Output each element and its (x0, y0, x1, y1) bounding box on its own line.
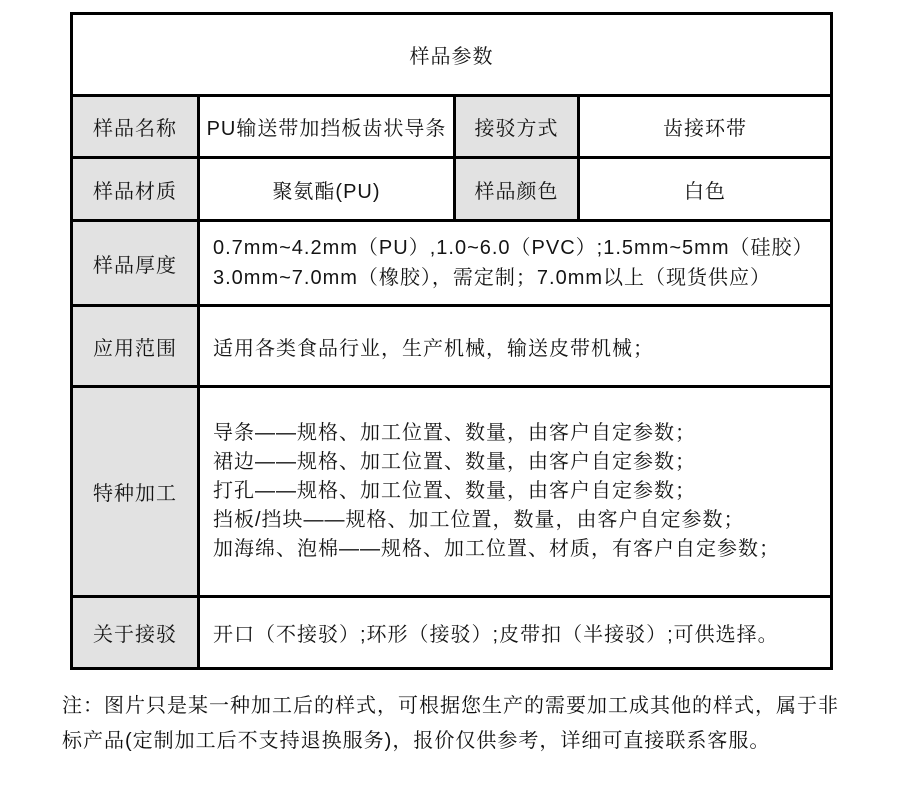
value-material: 聚氨酯(PU) (199, 158, 455, 221)
table-row (72, 158, 832, 221)
label-thickness: 样品厚度 (72, 221, 199, 306)
value-application: 适用各类食品行业，生产机械，输送皮带机械； (199, 306, 832, 387)
special-line-5: 加海绵、泡棉——规格、加工位置、材质，有客户自定参数； (213, 538, 780, 560)
label-special-processing: 特种加工 (72, 387, 199, 597)
label-application: 应用范围 (72, 306, 199, 387)
value-sample-name: PU输送带加挡板齿状导条 (199, 96, 455, 158)
special-line-4: 挡板/挡块——规格、加工位置，数量，由客户自定参数； (213, 509, 745, 531)
thickness-line-1: 0.7mm~4.2mm（PU）,1.0~6.0（PVC）;1.5mm~5mm（硅胶） (213, 237, 814, 259)
value-thickness (199, 221, 832, 306)
table-row (72, 306, 832, 387)
label-about-joint: 关于接驳 (72, 597, 199, 669)
footnote-line-2: 标产品(定制加工后不支持退换服务)，报价仅供参考，详细可直接联系客服。 (62, 730, 771, 752)
value-special-processing (199, 387, 832, 597)
table-row (72, 221, 832, 306)
footnote-line-1: 注：图片只是某一种加工后的样式，可根据您生产的需要加工成其他的样式，属于非 (62, 695, 839, 717)
label-joint-mode: 接驳方式 (455, 96, 579, 158)
table-title: 样品参数 (72, 14, 832, 96)
value-color: 白色 (579, 158, 832, 221)
table-row (72, 387, 832, 597)
sample-parameters-table (70, 12, 833, 670)
label-sample-name: 样品名称 (72, 96, 199, 158)
special-line-2: 裙边——规格、加工位置、数量，由客户自定参数； (213, 451, 696, 473)
special-line-3: 打孔——规格、加工位置、数量，由客户自定参数； (213, 480, 696, 502)
table-header-row (72, 14, 832, 96)
table-row (72, 597, 832, 669)
footnote (62, 689, 867, 759)
value-about-joint: 开口（不接驳）;环形（接驳）;皮带扣（半接驳）;可供选择。 (199, 597, 832, 669)
thickness-line-2: 3.0mm~7.0mm（橡胶），需定制；7.0mm以上（现货供应） (213, 267, 772, 289)
table-row (72, 96, 832, 158)
label-color: 样品颜色 (455, 158, 579, 221)
label-material: 样品材质 (72, 158, 199, 221)
special-line-1: 导条——规格、加工位置、数量，由客户自定参数； (213, 422, 696, 444)
value-joint-mode: 齿接环带 (579, 96, 832, 158)
